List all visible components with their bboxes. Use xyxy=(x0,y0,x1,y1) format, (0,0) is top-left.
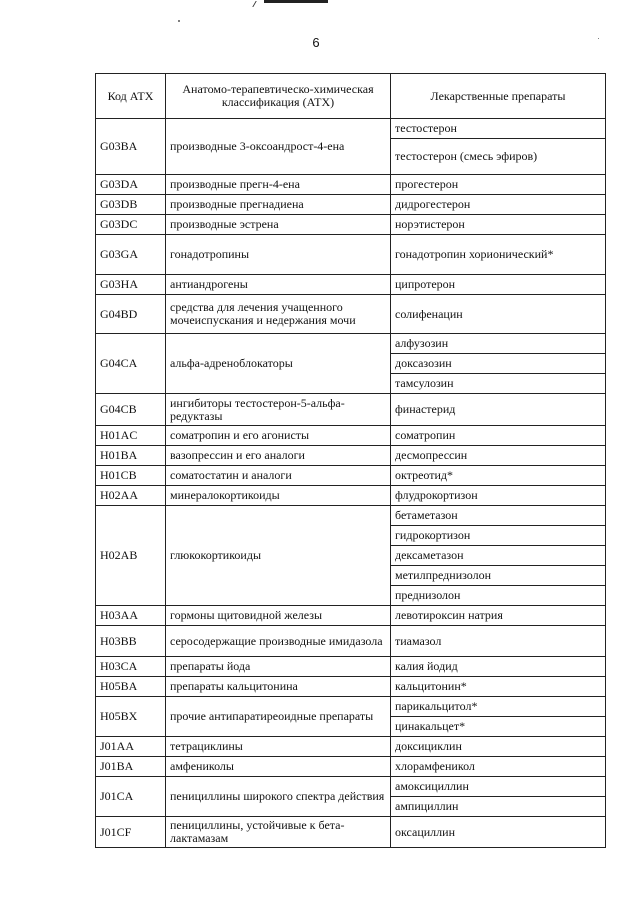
atx-code-cell: G03BA xyxy=(96,119,166,175)
classification-cell: соматропин и его агонисты xyxy=(166,426,391,446)
classification-cell: производные эстрена xyxy=(166,215,391,235)
drug-cell: ампициллин xyxy=(391,797,606,817)
table-row xyxy=(96,677,606,697)
classification-cell: антиандрогены xyxy=(166,275,391,295)
drug-cell: тестостерон (смесь эфиров) xyxy=(391,139,606,175)
atx-code-cell: H03CA xyxy=(96,657,166,677)
atx-table xyxy=(95,73,606,848)
atx-code-cell: G04CB xyxy=(96,394,166,426)
table-row xyxy=(96,275,606,295)
drug-cell: доксазозин xyxy=(391,354,606,374)
drug-cell: калия йодид xyxy=(391,657,606,677)
stamp-mark xyxy=(252,0,330,7)
classification-cell: пенициллины, устойчивые к бета-лактамазам xyxy=(166,817,391,848)
table-row xyxy=(96,486,606,506)
table-row xyxy=(96,426,606,446)
classification-cell: минералокортикоиды xyxy=(166,486,391,506)
drug-cell: десмопрессин xyxy=(391,446,606,466)
atx-code-cell: H01BA xyxy=(96,446,166,466)
classification-cell: альфа-адреноблокаторы xyxy=(166,334,391,394)
drug-cell: тамсулозин xyxy=(391,374,606,394)
drug-cell: флудрокортизон xyxy=(391,486,606,506)
classification-cell: вазопрессин и его аналоги xyxy=(166,446,391,466)
drug-cell: норэтистерон xyxy=(391,215,606,235)
atx-code-cell: H02AB xyxy=(96,506,166,606)
table-row xyxy=(96,757,606,777)
atx-code-cell: J01AA xyxy=(96,737,166,757)
table-row xyxy=(96,446,606,466)
table-row xyxy=(96,697,606,717)
atx-code-cell: J01CF xyxy=(96,817,166,848)
atx-code-cell: H01CB xyxy=(96,466,166,486)
table-row xyxy=(96,215,606,235)
drug-cell: ципротерон xyxy=(391,275,606,295)
header-drugs: Лекарственные препараты xyxy=(391,74,606,119)
drug-cell: метилпреднизолон xyxy=(391,566,606,586)
classification-cell: препараты йода xyxy=(166,657,391,677)
atx-code-cell: H01AC xyxy=(96,426,166,446)
atx-code-cell: G03DC xyxy=(96,215,166,235)
classification-cell: соматостатин и аналоги xyxy=(166,466,391,486)
classification-cell: прочие антипаратиреоидные препараты xyxy=(166,697,391,737)
drug-cell: тестостерон xyxy=(391,119,606,139)
atx-code-cell: J01BA xyxy=(96,757,166,777)
table-row xyxy=(96,175,606,195)
table-row xyxy=(96,119,606,139)
drug-cell: кальцитонин* xyxy=(391,677,606,697)
atx-code-cell: J01CA xyxy=(96,777,166,817)
drug-cell: прогестерон xyxy=(391,175,606,195)
table-row xyxy=(96,195,606,215)
classification-cell: пенициллины широкого спектра действия xyxy=(166,777,391,817)
atx-code-cell: G03DB xyxy=(96,195,166,215)
table-row xyxy=(96,466,606,486)
drug-cell: гонадотропин хорионический* xyxy=(391,235,606,275)
drug-cell: алфузозин xyxy=(391,334,606,354)
classification-cell: средства для лечения учащенного мочеиспускания и недержания мочи xyxy=(166,295,391,334)
classification-cell: препараты кальцитонина xyxy=(166,677,391,697)
drug-cell: левотироксин натрия xyxy=(391,606,606,626)
drug-cell: дидрогестерон xyxy=(391,195,606,215)
table-row xyxy=(96,394,606,426)
header-code: Код АТХ xyxy=(96,74,166,119)
scan-speck xyxy=(178,20,180,22)
table-row xyxy=(96,657,606,677)
classification-cell: производные прегнадиена xyxy=(166,195,391,215)
drug-cell: цинакальцет* xyxy=(391,717,606,737)
atx-code-cell: G03HA xyxy=(96,275,166,295)
atx-code-cell: H05BA xyxy=(96,677,166,697)
page-number: 6 xyxy=(312,35,320,50)
atx-code-cell: H02AA xyxy=(96,486,166,506)
classification-cell: гормоны щитовидной железы xyxy=(166,606,391,626)
table-header-row xyxy=(96,74,606,119)
classification-cell: амфениколы xyxy=(166,757,391,777)
atx-code-cell: G03DA xyxy=(96,175,166,195)
drug-cell: дексаметазон xyxy=(391,546,606,566)
table-row xyxy=(96,506,606,526)
drug-cell: финастерид xyxy=(391,394,606,426)
table-row xyxy=(96,334,606,354)
table-row xyxy=(96,626,606,657)
drug-cell: преднизолон xyxy=(391,586,606,606)
classification-cell: гонадотропины xyxy=(166,235,391,275)
drug-cell: соматропин xyxy=(391,426,606,446)
atx-code-cell: H03BB xyxy=(96,626,166,657)
drug-cell: амоксициллин xyxy=(391,777,606,797)
classification-cell: глюкокортикоиды xyxy=(166,506,391,606)
table-row xyxy=(96,817,606,848)
atx-code-cell: G04BD xyxy=(96,295,166,334)
drug-cell: октреотид* xyxy=(391,466,606,486)
table-row xyxy=(96,606,606,626)
drug-cell: оксациллин xyxy=(391,817,606,848)
drug-cell: бетаметазон xyxy=(391,506,606,526)
drug-cell: тиамазол xyxy=(391,626,606,657)
classification-cell: производные прегн-4-ена xyxy=(166,175,391,195)
header-classification: Анатомо-терапевтическо-химическая классификация (АТХ) xyxy=(166,74,391,119)
atx-code-cell: H03AA xyxy=(96,606,166,626)
drug-cell: солифенацин xyxy=(391,295,606,334)
classification-cell: производные 3-оксоандрост-4-ена xyxy=(166,119,391,175)
table-row xyxy=(96,295,606,334)
table-row xyxy=(96,777,606,797)
drug-cell: доксициклин xyxy=(391,737,606,757)
classification-cell: серосодержащие производные имидазола xyxy=(166,626,391,657)
drug-cell: парикальцитол* xyxy=(391,697,606,717)
atx-code-cell: H05BX xyxy=(96,697,166,737)
classification-cell: ингибиторы тестостерон-5-альфа-редуктазы xyxy=(166,394,391,426)
classification-cell: тетрациклины xyxy=(166,737,391,757)
drug-cell: хлорамфеникол xyxy=(391,757,606,777)
drug-cell: гидрокортизон xyxy=(391,526,606,546)
table-row xyxy=(96,235,606,275)
atx-code-cell: G04CA xyxy=(96,334,166,394)
atx-table-body xyxy=(96,119,606,848)
table-row xyxy=(96,737,606,757)
atx-code-cell: G03GA xyxy=(96,235,166,275)
